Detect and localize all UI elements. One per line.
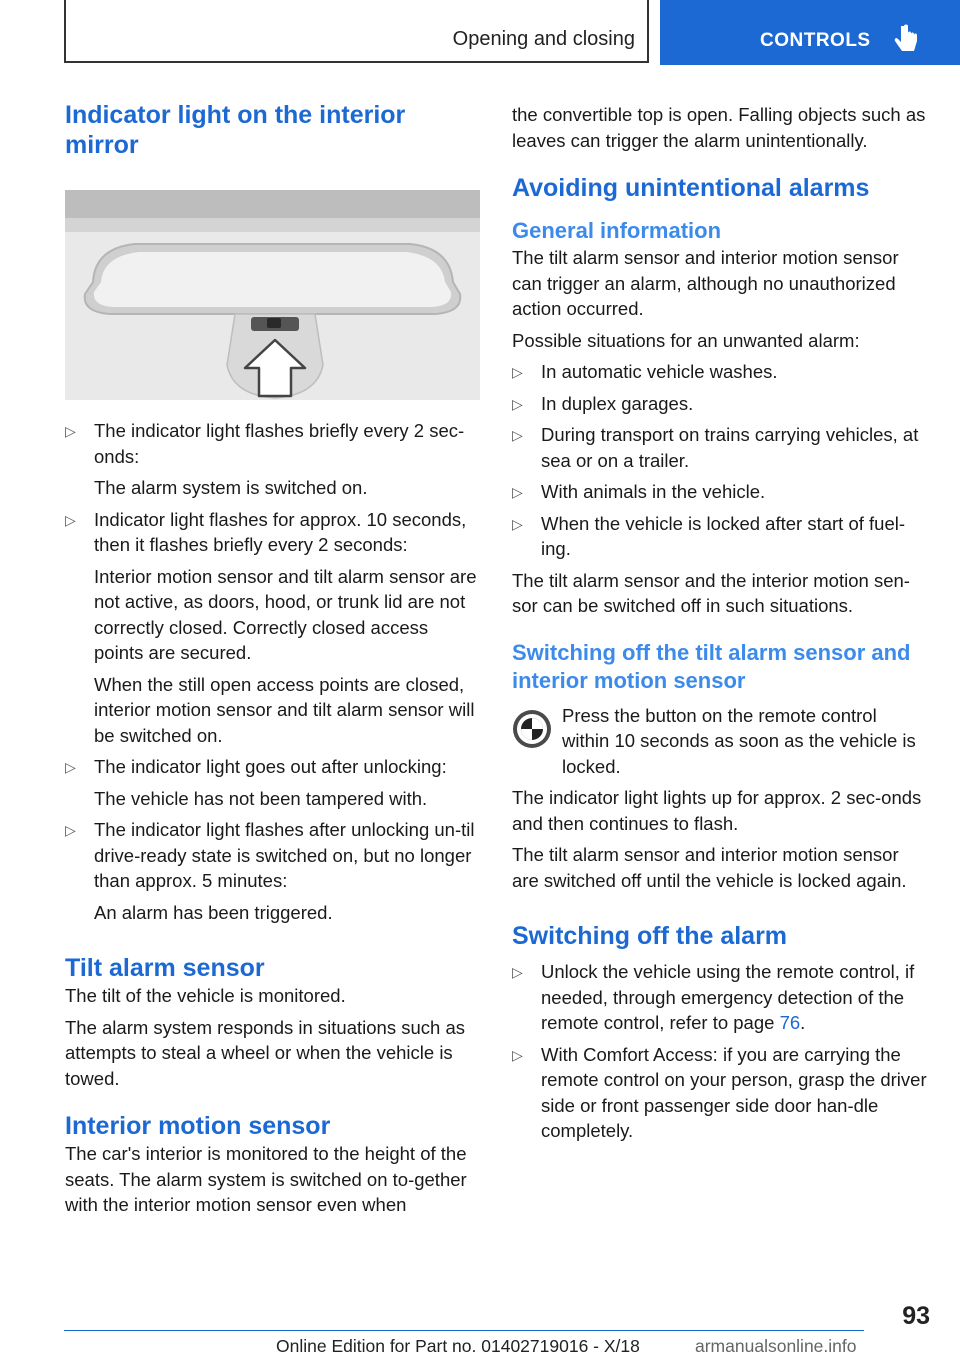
heading-indicator-light: Indicator light on the interior mirror (65, 101, 406, 159)
indicator-bullet-list (65, 418, 480, 925)
controls-tab-label: CONTROLS (760, 30, 871, 51)
bullet-triangle-icon: ▷ (512, 515, 523, 532)
bullet-triangle-icon: ▷ (512, 427, 523, 443)
paragraph: The indicator light lights up for approx. 2 sec-onds and then continues to flash. (512, 787, 922, 834)
bullet-triangle-icon: ▷ (65, 423, 76, 439)
bullet-triangle-icon: ▷ (65, 759, 76, 775)
page-76-link[interactable]: 76 (779, 1012, 801, 1033)
paragraph: the convertible top is open. Falling objects such as leaves can trigger the alarm unintentionally. (512, 104, 926, 151)
heading-switching-off-alarm: Switching off the alarm (512, 922, 788, 950)
paragraph: Possible situations for an unwanted alarm: (512, 329, 860, 351)
footer-edition: Online Edition for Part no. 01402719016 - X/18 (276, 1336, 640, 1356)
interior-mirror-illustration (65, 190, 480, 400)
list-item: ▷ Indicator light flashes for approx. 10 seconds, then it flashes briefly every 2 seconds: Interior motion sensor and tilt alarm sensor are not active, as doors, hood, or trunk lid are not correctly closed. Correctly closed access points are secured. When the still open access points are closed, interior motion sensor and tilt alarm sensor will be switched on. (65, 508, 477, 746)
bullet-triangle-icon: ▷ (512, 1046, 523, 1063)
heading-switching-off-sensors: Switching off the tilt alarm sensor and interior motion sensor (512, 639, 911, 693)
list-item: ▷ In automatic vehicle washes. (512, 359, 927, 385)
bullet-triangle-icon: ▷ (65, 511, 76, 528)
left-column (65, 100, 480, 1224)
paragraph: The tilt alarm sensor and interior motion sensor are switched off until the vehicle is locked again. (512, 844, 907, 891)
footer-watermark-logo: armanualsonline.info (695, 1336, 857, 1356)
list-item: ▷ The indicator light goes out after unlocking: The vehicle has not been tampered with. (65, 756, 447, 809)
list-item: ▷ During transport on trains carrying vehicles, at sea or on a trailer. (512, 424, 919, 471)
paragraph: The tilt alarm sensor and interior motion sensor can trigger an alarm, although no unauthorized action occurred. (512, 247, 899, 319)
hand-pointer-icon (894, 24, 920, 56)
page-number: 93 (902, 1302, 930, 1330)
paragraph: The alarm system responds in situations such as attempts to steal a wheel or when the vehicle is towed. (65, 1016, 465, 1089)
list-item: ▷ In duplex garages. (512, 391, 927, 417)
bullet-triangle-icon: ▷ (512, 964, 523, 980)
heading-avoiding-alarms: Avoiding unintentional alarms (512, 174, 870, 202)
paragraph: The tilt alarm sensor and the interior motion sen-sor can be switched off in such situations. (512, 569, 910, 616)
list-item: ▷ The indicator light flashes after unlocking un-til drive-ready state is switched on, but no longer than approx. 5 minutes: An alarm has been triggered. (65, 819, 475, 923)
paragraph: The car's interior is monitored to the height of the seats. The alarm system is switched on to-gether with the interior motion sensor even when (65, 1143, 467, 1215)
bmw-remote-button-icon (512, 709, 552, 749)
controls-tab[interactable] (660, 0, 960, 65)
section-title: Opening and closing (452, 28, 635, 50)
bullet-triangle-icon: ▷ (512, 364, 523, 380)
switch-off-alarm-list (512, 959, 927, 1144)
bullet-triangle-icon: ▷ (512, 484, 523, 500)
list-item: ▷ Unlock the vehicle using the remote control, if needed, through emergency detection of the remote control, refer to page 76. (512, 961, 915, 1033)
unwanted-alarm-list (512, 359, 927, 562)
bullet-triangle-icon: ▷ (512, 395, 523, 412)
list-item: ▷ With Comfort Access: if you are carrying the remote control on your person, grasp the driver side or front passenger side door han-dle completely. (512, 1043, 927, 1141)
paragraph: The tilt of the vehicle is monitored. (65, 985, 346, 1006)
footer-divider (64, 1330, 864, 1331)
section-box (64, 0, 649, 63)
remote-instruction (512, 703, 927, 780)
heading-interior-motion-sensor: Interior motion sensor (65, 1112, 331, 1140)
right-column (512, 102, 927, 1150)
page-header (64, 0, 960, 65)
bullet-triangle-icon: ▷ (65, 822, 76, 838)
list-item: ▷ When the vehicle is locked after start of fuel-ing. (512, 512, 906, 559)
list-item: ▷ With animals in the vehicle. (512, 479, 927, 505)
list-item: ▷ The indicator light flashes briefly every 2 sec-onds: The alarm system is switched on. (65, 420, 465, 498)
heading-tilt-alarm-sensor: Tilt alarm sensor (65, 954, 265, 982)
heading-general-information: General information (512, 218, 722, 243)
paragraph: Press the button on the remote control within 10 seconds as soon as the vehicle is locked. (562, 704, 916, 777)
